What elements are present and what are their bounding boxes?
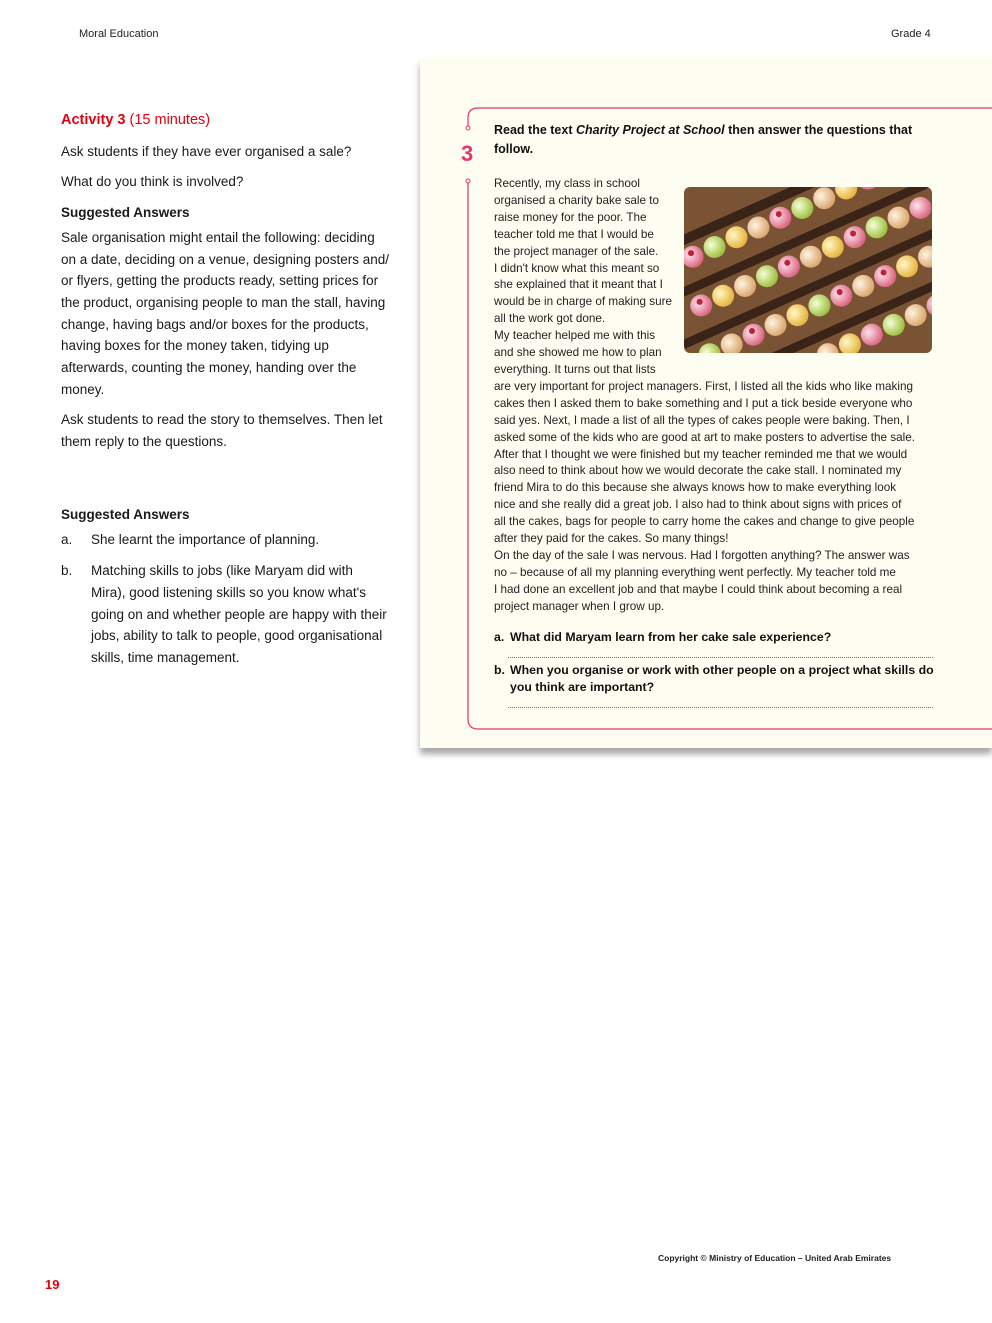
answer-text: She learnt the importance of planning. [91, 531, 320, 547]
story-line: she explained that it meant that I [494, 278, 663, 292]
activity-number: 3 [461, 141, 474, 166]
story-line: project manager when I grow up. [494, 599, 665, 613]
question-marker: b. [494, 663, 505, 677]
prompt-organised-sale: Ask students if they have ever organised a sale? [61, 143, 352, 159]
story-line: and she showed me how to plan [494, 346, 662, 360]
suggested-answers-heading: Suggested Answers [61, 205, 190, 221]
story-line: teacher told me that I would be [494, 227, 654, 241]
instruction-pre: Read the text [494, 123, 573, 137]
story-line: all the work got done. [494, 312, 606, 326]
question-text: When you organise or work with other people on a project what skills do you think are important? [510, 663, 934, 694]
story-line: nice and she really did a great job. I also had to think about signs with prices of [494, 498, 902, 512]
answer-text: Matching skills to jobs (like Maryam did with Mira), good listening skills so you know what's going on and whether people are happy with their jobs, ability to talk to people, good organisational skills, time management. [91, 563, 387, 666]
question-text: What did Maryam learn from her cake sale experience? [510, 630, 832, 644]
instruction-post: then answer the questions that follow. [494, 123, 913, 156]
header-grade: Grade 4 [891, 28, 931, 40]
story-wrapped-part [494, 176, 681, 379]
story-line: organised a charity bake sale to [494, 193, 660, 207]
story-line: I didn't know what this meant so [494, 261, 660, 275]
question-marker: a. [494, 630, 505, 644]
story-line: I had done an excellent job and that maybe I could think about becoming a real [494, 582, 903, 596]
story-line: would be in charge of making sure [494, 295, 673, 309]
answer-marker: a. [61, 531, 73, 547]
story-line: asked some of the kids who are good at art to make posters to advertise the sale. [494, 430, 915, 444]
story-line: are very important for project managers. First, I listed all the kids who like making [494, 379, 913, 393]
answer-marker: b. [61, 563, 73, 579]
story-line: after they paid for the cakes. So many things! [494, 532, 729, 546]
activity-time: (15 minutes) [129, 112, 211, 128]
story-line: friend Mira to do this because she always knows how to make everything look [494, 481, 897, 495]
story-line: all the cakes, bags for people to carry home the cakes and change to give people [494, 515, 915, 529]
story-title: Charity Project at School [575, 123, 725, 137]
story-line: cakes then I asked them to bake something and I put a tick beside everyone who [494, 396, 913, 410]
reading-instruction: Ask students to read the story to themselves. Then let them reply to the questions. [61, 412, 383, 450]
story-text [494, 176, 934, 616]
answer-line-b[interactable] [508, 707, 933, 708]
prompt-involved: What do you think is involved? [61, 174, 244, 190]
activity-label: Activity 3 [61, 112, 126, 128]
header-subject: Moral Education [79, 28, 159, 40]
story-line: no – because of all my planning everything went perfectly. My teacher told me [494, 565, 896, 579]
panel-instruction [494, 121, 939, 159]
story-line: everything. It turns out that lists [494, 362, 656, 376]
story-line: also need to think about how we would decorate the cake stall. I nominated my [494, 464, 902, 478]
answer-paragraph: Sale organisation might entail the following: deciding on a date, deciding on a venue, designing posters and/ or flyers, getting the products ready, setting prices for the product, organising people to man the stall, having change, having bags and/or boxes for the products, having boxes for the money taken, tidying up afterwards, counting the money, handing over the money. [61, 229, 389, 397]
question-b [494, 662, 934, 696]
story-line: My teacher helped me with this [494, 329, 656, 343]
story-line: raise money for the poor. The [494, 210, 647, 224]
story-line: Recently, my class in school [494, 177, 640, 190]
question-a [494, 629, 934, 646]
suggested-answers-heading-2: Suggested Answers [61, 506, 190, 522]
answer-line-a[interactable] [508, 657, 933, 658]
story-line: the project manager of the sale. [494, 244, 659, 258]
story-line: said yes. Next, I made a list of all the types of cakes people were baking. Then, I [494, 413, 910, 427]
page-number: 19 [45, 1277, 60, 1292]
story-line: After that I thought we were finished but my teacher reminded me that we would [494, 447, 908, 461]
story-line: On the day of the sale I was nervous. Had I forgotten anything? The answer was [494, 548, 910, 562]
copyright-notice: Copyright © Ministry of Education – United Arab Emirates [658, 1253, 892, 1263]
